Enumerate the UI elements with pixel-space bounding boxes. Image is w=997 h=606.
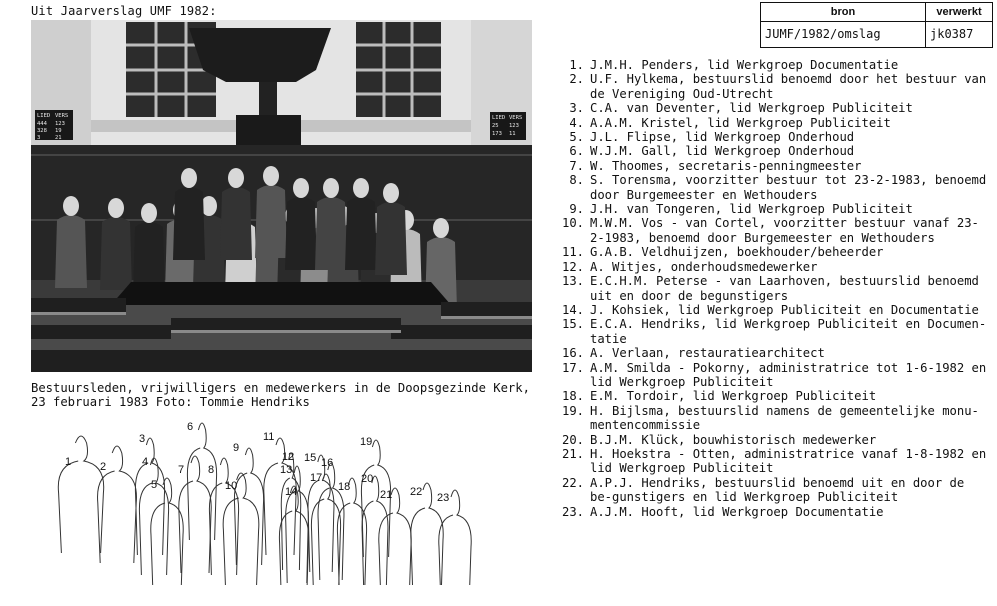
person-description: B.J.M. Klück, bouwhistorisch medewerker — [590, 432, 877, 447]
board-left-num: 19 — [55, 128, 62, 134]
source-value: JUMF/1982/omslag — [761, 21, 926, 47]
person-number: 18. — [561, 389, 584, 404]
numbered-silhouette-sketch — [45, 415, 475, 585]
person-description: A.J.M. Hooft, lid Werkgroep Documentatie — [590, 504, 884, 519]
list-item — [552, 72, 992, 101]
list-item — [552, 274, 992, 303]
list-item — [552, 116, 992, 130]
person-description: U.F. Hylkema, bestuurslid benoemd door het bestuur van de Vereniging Oud-Utrecht — [590, 72, 987, 101]
person-number: 6. — [569, 144, 584, 159]
sketch-number-label: 3 — [139, 433, 146, 445]
list-item — [552, 202, 992, 216]
list-item — [552, 159, 992, 173]
list-item — [552, 433, 992, 447]
list-item — [552, 303, 992, 317]
list-item — [552, 361, 992, 390]
person-description: H. Bijlsma, bestuurslid namens de gemeentelijke monu-mentencommissie — [590, 403, 979, 433]
sketch-number-label: 11 — [263, 431, 275, 443]
person-number: 5. — [569, 130, 584, 145]
report-header: Uit Jaarverslag UMF 1982: — [31, 4, 217, 18]
board-right-num: 25 — [492, 123, 499, 129]
person-description: J. Kohsiek, lid Werkgroep Publiciteit en Documentatie — [590, 302, 979, 317]
person-number: 20. — [561, 432, 584, 447]
person-number: 8. — [569, 173, 584, 188]
person-number: 17. — [561, 360, 584, 375]
list-item — [552, 216, 992, 245]
person-number: 13. — [561, 274, 584, 289]
sketch-number-label: 20 — [361, 473, 374, 485]
board-right-lied: LIED — [492, 115, 506, 121]
sketch-number-label: 1 — [65, 456, 72, 468]
sketch-silhouette — [58, 436, 103, 553]
person-description: W. Thoomes, secretaris-penningmeester — [590, 158, 862, 173]
person-description: E.C.H.M. Peterse - van Laarhoven, bestuurslid benoemd uit en door de begunstigers — [590, 274, 979, 303]
person-number: 12. — [561, 259, 584, 274]
person-description: A. Verlaan, restauratiearchitect — [590, 346, 825, 361]
list-item — [552, 130, 992, 144]
photo-caption: Bestuursleden, vrijwilligers en medewerkers in de Doopsgezinde Kerk, 23 februari 1983 Foto: Tommie Hendriks — [31, 381, 530, 409]
board-left-num: 444 — [37, 121, 47, 127]
sketch-number-label: 9 — [233, 442, 240, 454]
board-left-num: 21 — [55, 135, 62, 141]
person-number: 10. — [561, 216, 584, 231]
list-item — [552, 58, 992, 72]
list-item — [552, 389, 992, 403]
group-photo-image — [31, 20, 532, 372]
person-description: S. Torensma, voorzitter bestuur tot 23-2-1983, benoemd door Burgemeester en Wethouders — [590, 173, 987, 202]
sketch-number-label: 7 — [178, 464, 185, 476]
sketch-number-label: 2 — [100, 461, 107, 473]
person-number: 11. — [561, 245, 584, 260]
sketch-number-label: 18 — [338, 481, 351, 493]
sketch-number-label: 15 — [304, 452, 317, 464]
list-item — [552, 404, 992, 433]
sketch-number-label: 5 — [151, 479, 158, 491]
person-description: G.A.B. Veldhuijzen, boekhouder/beheerder — [590, 245, 884, 260]
person-description: J.H. van Tongeren, lid Werkgroep Publiciteit — [590, 202, 913, 217]
person-description: A.P.J. Hendriks, bestuurslid benoemd uit en door de be-gunstigers en lid Werkgroep Publiciteit — [590, 475, 965, 505]
sketch-number-label: 4 — [142, 456, 149, 468]
list-item — [552, 447, 992, 476]
sketch-number-label: 13 — [280, 464, 293, 476]
people-list — [552, 58, 992, 519]
sketch-silhouette — [279, 486, 308, 585]
sketch-number-label: 16 — [321, 457, 334, 469]
person-number: 7. — [569, 158, 584, 173]
person-number: 22. — [561, 475, 584, 490]
list-item — [552, 144, 992, 158]
board-right-vers: VERS — [509, 115, 523, 121]
board-left-num: 123 — [55, 121, 65, 127]
board-right-num: 173 — [492, 131, 502, 137]
sketch-number-label: 19 — [360, 436, 373, 448]
sketch-silhouette — [311, 474, 340, 585]
person-number: 19. — [561, 403, 584, 418]
person-description: M.W.M. Vos - van Cortel, voorzitter bestuur vanaf 23-2-1983, benoemd door Burgemeester en Wethouders — [590, 216, 979, 245]
board-right-num: 11 — [509, 131, 516, 137]
person-number: 4. — [569, 115, 584, 130]
source-table-row — [761, 21, 992, 47]
processed-column-header: verwerkt — [936, 6, 982, 18]
sketch-number-label: 10 — [225, 480, 238, 492]
group-photo — [31, 20, 532, 372]
list-item — [552, 245, 992, 259]
list-item — [552, 505, 992, 519]
person-number: 14. — [561, 302, 584, 317]
board-left-lied: LIED — [37, 113, 51, 119]
person-number: 2. — [569, 72, 584, 87]
person-description: J.M.H. Penders, lid Werkgroep Documentatie — [590, 58, 899, 72]
list-item — [552, 476, 992, 505]
person-description: A.A.M. Kristel, lid Werkgroep Publiciteit — [590, 115, 891, 130]
person-number: 3. — [569, 101, 584, 116]
sketch-number-label: 8 — [208, 464, 215, 476]
board-left-num: 328 — [37, 128, 47, 134]
sketch-number-label: 6 — [187, 421, 194, 433]
person-number: 9. — [569, 202, 584, 217]
list-item — [552, 346, 992, 360]
person-number: 16. — [561, 346, 584, 361]
source-column-header: bron — [761, 3, 926, 21]
board-right-num: 123 — [509, 123, 519, 129]
person-number: 23. — [561, 504, 584, 519]
sketch-number-label: 23 — [437, 492, 450, 504]
person-description: W.J.M. Gall, lid Werkgroep Onderhoud — [590, 144, 855, 159]
person-description: A. Witjes, onderhoudsmedewerker — [590, 259, 818, 274]
sketch-number-label: 12 — [282, 451, 295, 463]
sketch-number-label: 21 — [380, 489, 393, 501]
person-number: 15. — [561, 317, 584, 332]
person-description: J.L. Flipse, lid Werkgroep Onderhoud — [590, 130, 855, 145]
board-left-vers: VERS — [55, 113, 69, 119]
person-description: C.A. van Deventer, lid Werkgroep Publiciteit — [590, 101, 913, 116]
list-item — [552, 317, 992, 346]
source-table — [760, 2, 993, 48]
list-item — [552, 101, 992, 115]
person-number: 1. — [569, 58, 584, 72]
sketch-number-label: 14 — [285, 486, 298, 498]
sketch-number-label: 17 — [310, 472, 323, 484]
list-item — [552, 260, 992, 274]
person-description: A.M. Smilda - Pokorny, administratrice tot 1-6-1982 en lid Werkgroep Publiciteit — [590, 360, 987, 389]
board-left-num: 3 — [37, 135, 41, 141]
list-item — [552, 173, 992, 202]
sketch-number-label: 22 — [410, 486, 423, 498]
sketch-silhouette — [379, 488, 411, 585]
person-description: E.M. Tordoir, lid Werkgroep Publiciteit — [590, 389, 877, 404]
person-number: 21. — [561, 446, 584, 461]
source-table-header — [761, 3, 992, 22]
processed-value: jk0387 — [930, 27, 974, 41]
person-description: E.C.A. Hendriks, lid Werkgroep Publiciteit en Documen-tatie — [590, 317, 987, 346]
person-description: H. Hoekstra - Otten, administratrice vanaf 1-8-1982 en lid Werkgroep Publiciteit — [590, 446, 987, 476]
